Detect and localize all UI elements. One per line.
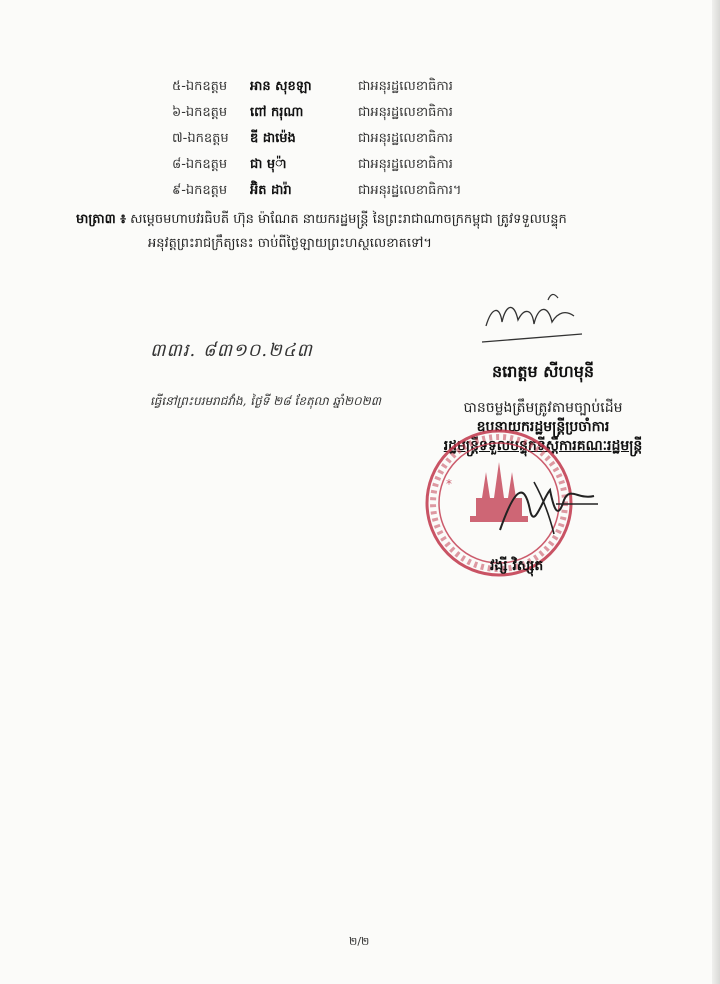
place-and-date: ធ្វើនៅព្រះបរមរាជវាំង, ថ្ងៃទី ២៨ ខែតុលា ឆ្នាំ២០២៣	[150, 394, 381, 408]
handwritten-signature	[494, 470, 604, 540]
member-role: ជាអនុរដ្ឋលេខាធិការ។	[358, 183, 462, 198]
signatory-title: នរោត្តម សីហមុនី	[491, 362, 595, 381]
member-row	[172, 152, 652, 178]
article-3	[76, 208, 696, 251]
reference-code: ៣៣រ.​ ៨៣១០.២៤៣	[150, 340, 313, 361]
member-list	[172, 74, 652, 204]
member-name: ឌី ដាម៉េង	[250, 131, 296, 146]
member-name: ជា មុ៉ា	[250, 157, 287, 172]
page-number: ២/២	[349, 935, 370, 948]
article-text-line-2: អនុវត្តព្រះរាជក្រឹត្យនេះ ចាប់ពីថ្ងៃឡាយព្រះហស្ថលេខាតទៅ។	[148, 236, 433, 251]
member-row	[172, 126, 652, 152]
member-name: ពៅ ករុណា	[250, 105, 304, 120]
member-role: ជាអនុរដ្ឋលេខាធិការ	[358, 131, 453, 146]
member-number: ៨-ឯកឧត្ដម	[172, 157, 228, 172]
member-row	[172, 74, 652, 100]
article-heading: មាត្រា៣ ៖	[76, 212, 126, 227]
member-name: អាន សុខឡា	[250, 79, 312, 94]
signer-name: វង្សី វិស្សុត	[490, 558, 544, 574]
member-role: ជាអនុរដ្ឋលេខាធិការ	[358, 105, 453, 120]
minister-title: រដ្ឋមន្ត្រីទទួលបន្ទុកទីស្ដីការគណៈរដ្ឋមន្ត្រី	[443, 438, 643, 454]
member-number: ៦-ឯកឧត្ដម	[172, 105, 228, 120]
page-edge-shadow	[712, 0, 720, 984]
royal-signature-mark	[478, 286, 588, 346]
member-number: ៧-ឯកឧត្ដម	[172, 131, 229, 146]
member-number: ៥-ឯកឧត្ដម	[172, 79, 228, 94]
member-row	[172, 178, 652, 204]
member-role: ជាអនុរដ្ឋលេខាធិការ	[358, 157, 453, 172]
member-name: អ៊ិត ដារ៉ា	[250, 183, 292, 198]
article-text-line-1: សម្ដេចមហាបវរធិបតី ហ៊ុន ម៉ាណែត នាយករដ្ឋមន្ត្រី នៃព្រះរាជាណាចក្រកម្ពុជា ត្រូវទទួលបន្ទុក	[130, 212, 567, 227]
svg-text:*: *	[446, 477, 452, 491]
deputy-pm-title: ឧបនាយករដ្ឋមន្ត្រីប្រចាំការ	[476, 419, 610, 435]
certified-copy-note: បានចម្លងត្រឹមត្រូវតាមច្បាប់ដើម	[463, 400, 623, 416]
member-role: ជាអនុរដ្ឋលេខាធិការ	[358, 79, 453, 94]
member-row	[172, 100, 652, 126]
member-number: ៩-ឯកឧត្ដម	[172, 183, 228, 198]
